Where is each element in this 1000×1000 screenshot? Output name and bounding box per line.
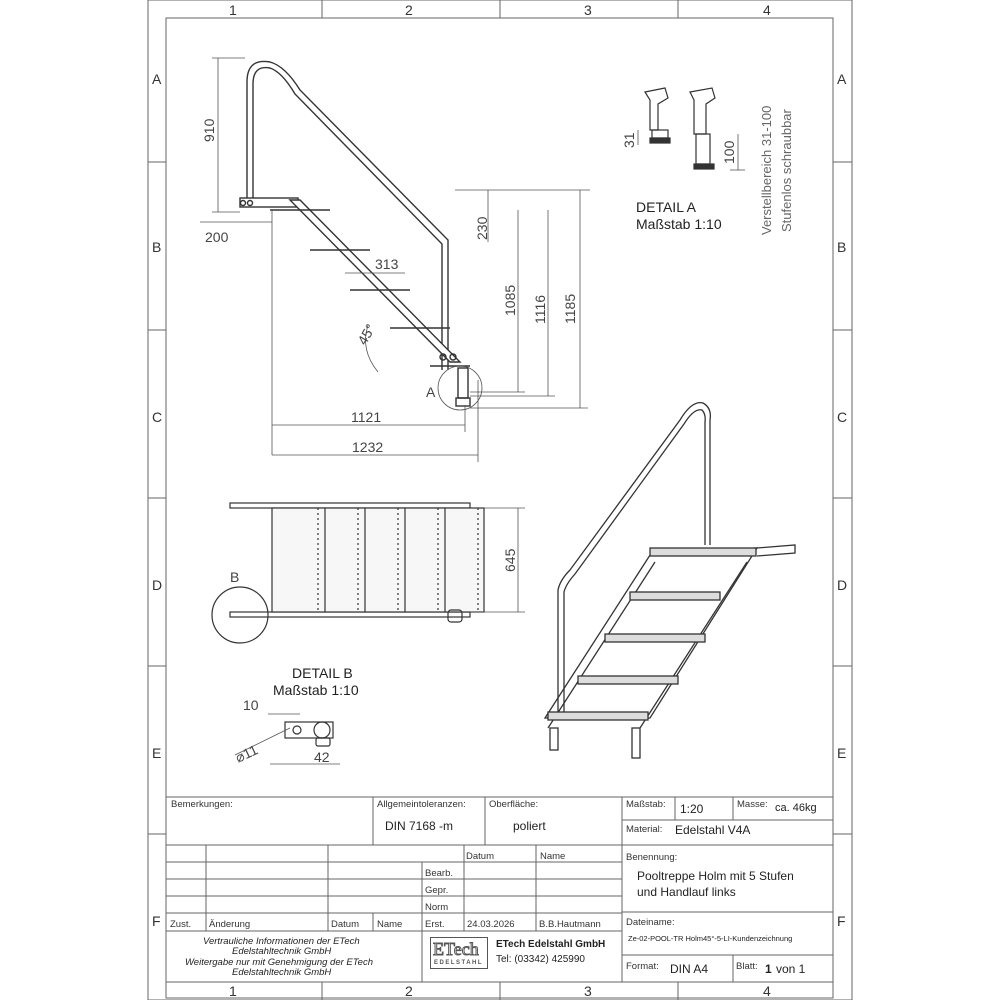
row-label-d: D: [152, 577, 163, 593]
erst-date: 24.03.2026: [467, 919, 515, 930]
detail-b-title: DETAIL B: [292, 665, 353, 681]
zust-label: Zust.: [170, 919, 192, 930]
row-label-e: E: [152, 745, 162, 761]
dimension-42: 42: [314, 749, 330, 765]
row-label-a-right: A: [837, 71, 847, 87]
detail-b-scale: Maßstab 1:10: [273, 682, 359, 698]
detail-a-title: DETAIL A: [636, 199, 696, 215]
confidential-line2: Edelstahltechnik GmbH: [232, 946, 332, 957]
bemerkungen-label: Bemerkungen:: [171, 799, 233, 810]
surface-label: Oberfläche:: [489, 799, 539, 810]
row-label-a: A: [152, 71, 162, 87]
surface-value: poliert: [513, 819, 546, 833]
blatt-label: Blatt:: [736, 961, 758, 972]
blatt-total: von 1: [776, 962, 806, 976]
column-label-2-bottom: 2: [405, 983, 413, 999]
mass-value: ca. 46kg: [775, 802, 817, 814]
dimension-645: 645: [502, 548, 518, 572]
format-value: DIN A4: [670, 962, 709, 976]
bearb-label: Bearb.: [425, 868, 453, 879]
dimension-31: 31: [621, 132, 637, 148]
row-label-c: C: [152, 409, 163, 425]
company-name: ETech Edelstahl GmbH: [496, 939, 606, 950]
dimension-1116: 1116: [532, 294, 548, 324]
logo-main-text: ETech: [433, 939, 479, 959]
column-label-2: 2: [405, 2, 413, 18]
detail-a-note-line2: Stufenlos schraubbar: [779, 109, 794, 232]
dimension-1121: 1121: [351, 409, 382, 425]
blatt-number: 1: [765, 962, 772, 976]
mass-label: Masse:: [737, 799, 768, 810]
row-label-b: B: [152, 239, 162, 255]
material-value: Edelstahl V4A: [675, 823, 751, 837]
side-view: [240, 61, 470, 406]
dimension-diameter-11: ⌀11: [232, 741, 261, 766]
gepr-label: Gepr.: [425, 885, 449, 896]
row-label-c-right: C: [837, 409, 848, 425]
scale-label: Maßstab:: [626, 799, 666, 810]
detail-a-scale: Maßstab 1:10: [636, 216, 722, 232]
datum-label: Datum: [331, 919, 359, 930]
dimension-313: 313: [375, 256, 399, 272]
dimension-230: 230: [474, 216, 490, 240]
row-label-e-right: E: [837, 745, 847, 761]
dateiname-value: Ze-02-POOL-TR Holm45°-5-LI-Kundenzeichnung: [628, 934, 793, 943]
dimension-45-degree: 45°: [354, 321, 379, 348]
row-label-b-right: B: [837, 239, 847, 255]
benennung-line2: und Handlauf links: [637, 885, 736, 899]
detail-b-drawing: [285, 722, 333, 746]
erst-name: B.B.Hautmann: [539, 919, 601, 930]
benennung-line1: Pooltreppe Holm mit 5 Stufen: [637, 869, 794, 883]
material-label: Material:: [626, 824, 663, 835]
top-view: [212, 503, 484, 643]
etech-logo: [430, 937, 488, 969]
column-label-3: 3: [584, 2, 592, 18]
tolerances-value: DIN 7168 -m: [385, 819, 454, 833]
dimension-1085: 1085: [502, 284, 518, 316]
format-label: Format:: [626, 961, 659, 972]
tolerances-label: Allgemeintoleranzen:: [377, 799, 466, 810]
dimension-1185: 1185: [562, 293, 578, 324]
scale-value: 1:20: [680, 802, 704, 816]
column-label-3-bottom: 3: [584, 983, 592, 999]
row-label-f: F: [152, 913, 161, 929]
row-label-f-right: F: [837, 913, 846, 929]
isometric-view: [545, 403, 795, 758]
norm-label: Norm: [425, 902, 449, 913]
name-label: Name: [377, 919, 403, 930]
detail-a-drawing: [645, 88, 715, 169]
aenderung-label: Änderung: [209, 919, 251, 930]
dateiname-label: Dateiname:: [626, 917, 675, 928]
detail-a-marker: A: [426, 384, 436, 400]
dimension-10: 10: [243, 697, 259, 713]
dimension-100: 100: [721, 140, 737, 164]
column-label-1-bottom: 1: [229, 983, 237, 999]
confidential-line3: Weitergabe nur mit Genehmigung der ETech: [185, 957, 373, 968]
dimension-910: 910: [201, 118, 217, 142]
dimension-1232: 1232: [352, 439, 384, 455]
benennung-label: Benennung:: [626, 852, 678, 863]
row-label-d-right: D: [837, 577, 848, 593]
dimension-200: 200: [205, 229, 229, 245]
erst-label: Erst.: [425, 919, 445, 930]
datum-header: Datum: [466, 851, 494, 862]
company-phone: Tel: (03342) 425990: [496, 954, 585, 965]
name-header: Name: [540, 851, 566, 862]
detail-a-note-line1: Verstellbereich 31-100: [759, 105, 774, 235]
confidential-line1: Vertrauliche Informationen der ETech: [203, 936, 360, 947]
detail-b-marker: B: [230, 569, 240, 585]
logo-sub-text: EDELSTAHL: [434, 960, 484, 966]
column-label-4-bottom: 4: [763, 983, 771, 999]
confidential-line4: Edelstahltechnik GmbH: [232, 967, 332, 978]
column-label-1: 1: [229, 2, 237, 18]
column-label-4: 4: [763, 2, 771, 18]
